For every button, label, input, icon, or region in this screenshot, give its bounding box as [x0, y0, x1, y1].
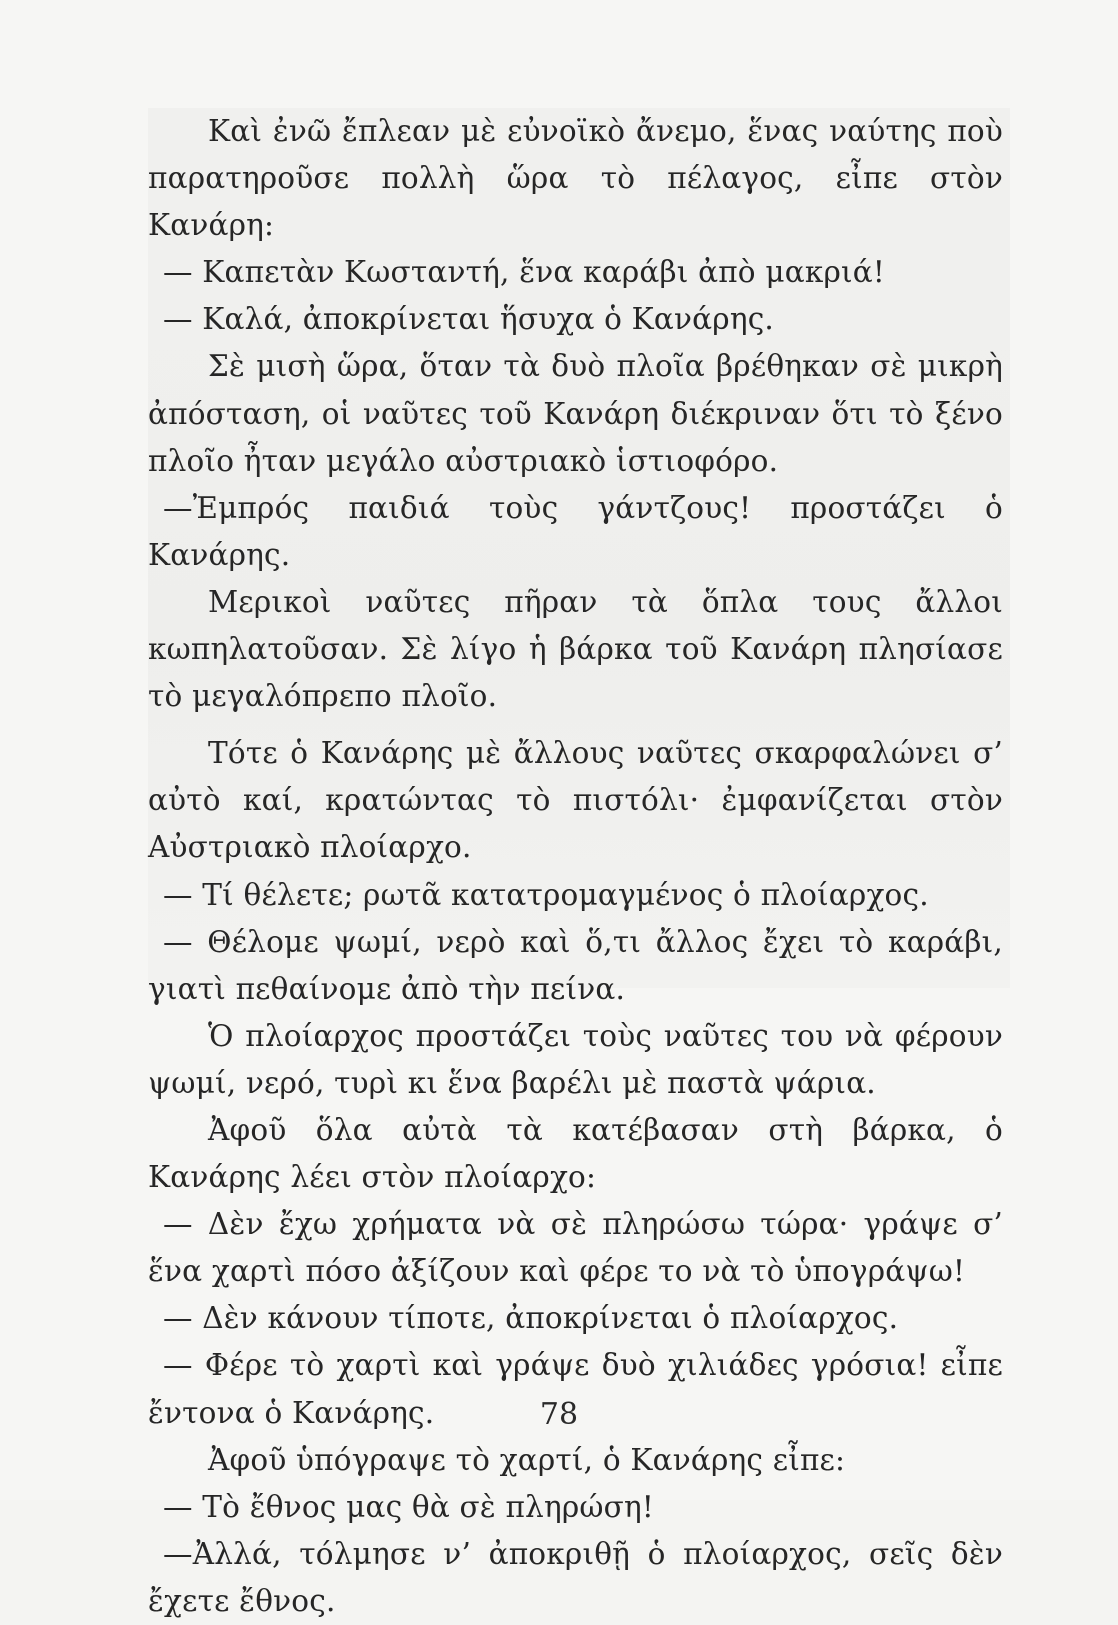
- dialogue-line: — Δὲν ἔχω χρήματα νὰ σὲ πληρώσω τώρα· γράψε σ’ ἕνα χαρτὶ πόσο ἀξίζουν καὶ φέρε το νὰ τὸ ὑπογράψω!: [148, 1207, 1003, 1289]
- paragraph: Μερικοὶ ναῦτες πῆραν τὰ ὅπλα τους ἄλλοι κωπηλατοῦσαν. Σὲ λίγο ἡ βάρκα τοῦ Κανάρη πλησίασε τὸ μεγαλόπρεπο πλοῖο.: [148, 584, 1003, 714]
- paragraph: Ὁ πλοίαρχος προστάζει τοὺς ναῦτες του νὰ φέρουν ψωμί, νερό, τυρὶ κι ἕνα βαρέλι μὲ παστὰ ψάρια.: [148, 1018, 1003, 1100]
- paragraph: Ἀφοῦ ὅλα αὐτὰ τὰ κατέβασαν στὴ βάρκα, ὁ Κανάρης λέει στὸν πλοίαρχο:: [148, 1112, 1003, 1195]
- dialogue-line: —Ἐμπρός παιδιά τοὺς γάντζους! προστάζει ὁ Κανάρης.: [148, 490, 1003, 572]
- dialogue-line: — Τί θέλετε; ρωτᾶ κατατρομαγμένος ὁ πλοίαρχος.: [163, 877, 929, 912]
- paragraph: Καὶ ἐνῶ ἔπλεαν μὲ εὐνοϊκὸ ἄνεμο, ἕνας ναύτης ποὺ παρατηροῦσε πολλὴ ὥρα τὸ πέλαγος, εἶπε στὸν Κανάρη:: [148, 114, 1003, 243]
- dialogue-line: — Φέρε τὸ χαρτὶ καὶ γράψε δυὸ χιλιάδες γρόσια! εἶπε ἔντονα ὁ Κανάρης.: [148, 1348, 1003, 1430]
- page-number: 78: [539, 1397, 579, 1432]
- paragraph: Ἀφοῦ ὑπόγραψε τὸ χαρτί, ὁ Κανάρης εἶπε:: [208, 1442, 846, 1477]
- dialogue-line: — Θέλομε ψωμί, νερὸ καὶ ὅ,τι ἄλλος ἔχει τὸ καράβι, γιατὶ πεθαίνομε ἀπὸ τὴν πείνα.: [148, 924, 1003, 1006]
- paragraph: Σὲ μισὴ ὥρα, ὅταν τὰ δυὸ πλοῖα βρέθηκαν σὲ μικρὴ ἀπόσταση, οἱ ναῦτες τοῦ Κανάρη διέκριναν ὅτι τὸ ξένο πλοῖο ἦταν μεγάλο αὐστριακὸ ἱστιοφόρο.: [148, 349, 1003, 478]
- dialogue-line: —Ἀλλά, τόλμησε ν’ ἀποκριθῇ ὁ πλοίαρχος, σεῖς δὲν ἔχετε ἔθνος.: [148, 1536, 1003, 1618]
- dialogue-line: — Τὸ ἔθνος μας θὰ σὲ πληρώση!: [163, 1489, 654, 1524]
- dialogue-line: — Καπετὰν Κωσταντή, ἕνα καράβι ἀπὸ μακριά!: [163, 255, 885, 290]
- dialogue-line: — Καλά, ἀποκρίνεται ἥσυχα ὁ Κανάρης.: [163, 302, 775, 337]
- dialogue-line: — Δὲν κάνουν τίποτε, ἀποκρίνεται ὁ πλοίαρχος.: [163, 1301, 899, 1336]
- paragraph: Τότε ὁ Κανάρης μὲ ἄλλους ναῦτες σκαρφαλώνει σ’ αὐτὸ καί, κρατώντας τὸ πιστόλι· ἐμφανίζεται στὸν Αὐστριακὸ πλοίαρχο.: [148, 736, 1003, 865]
